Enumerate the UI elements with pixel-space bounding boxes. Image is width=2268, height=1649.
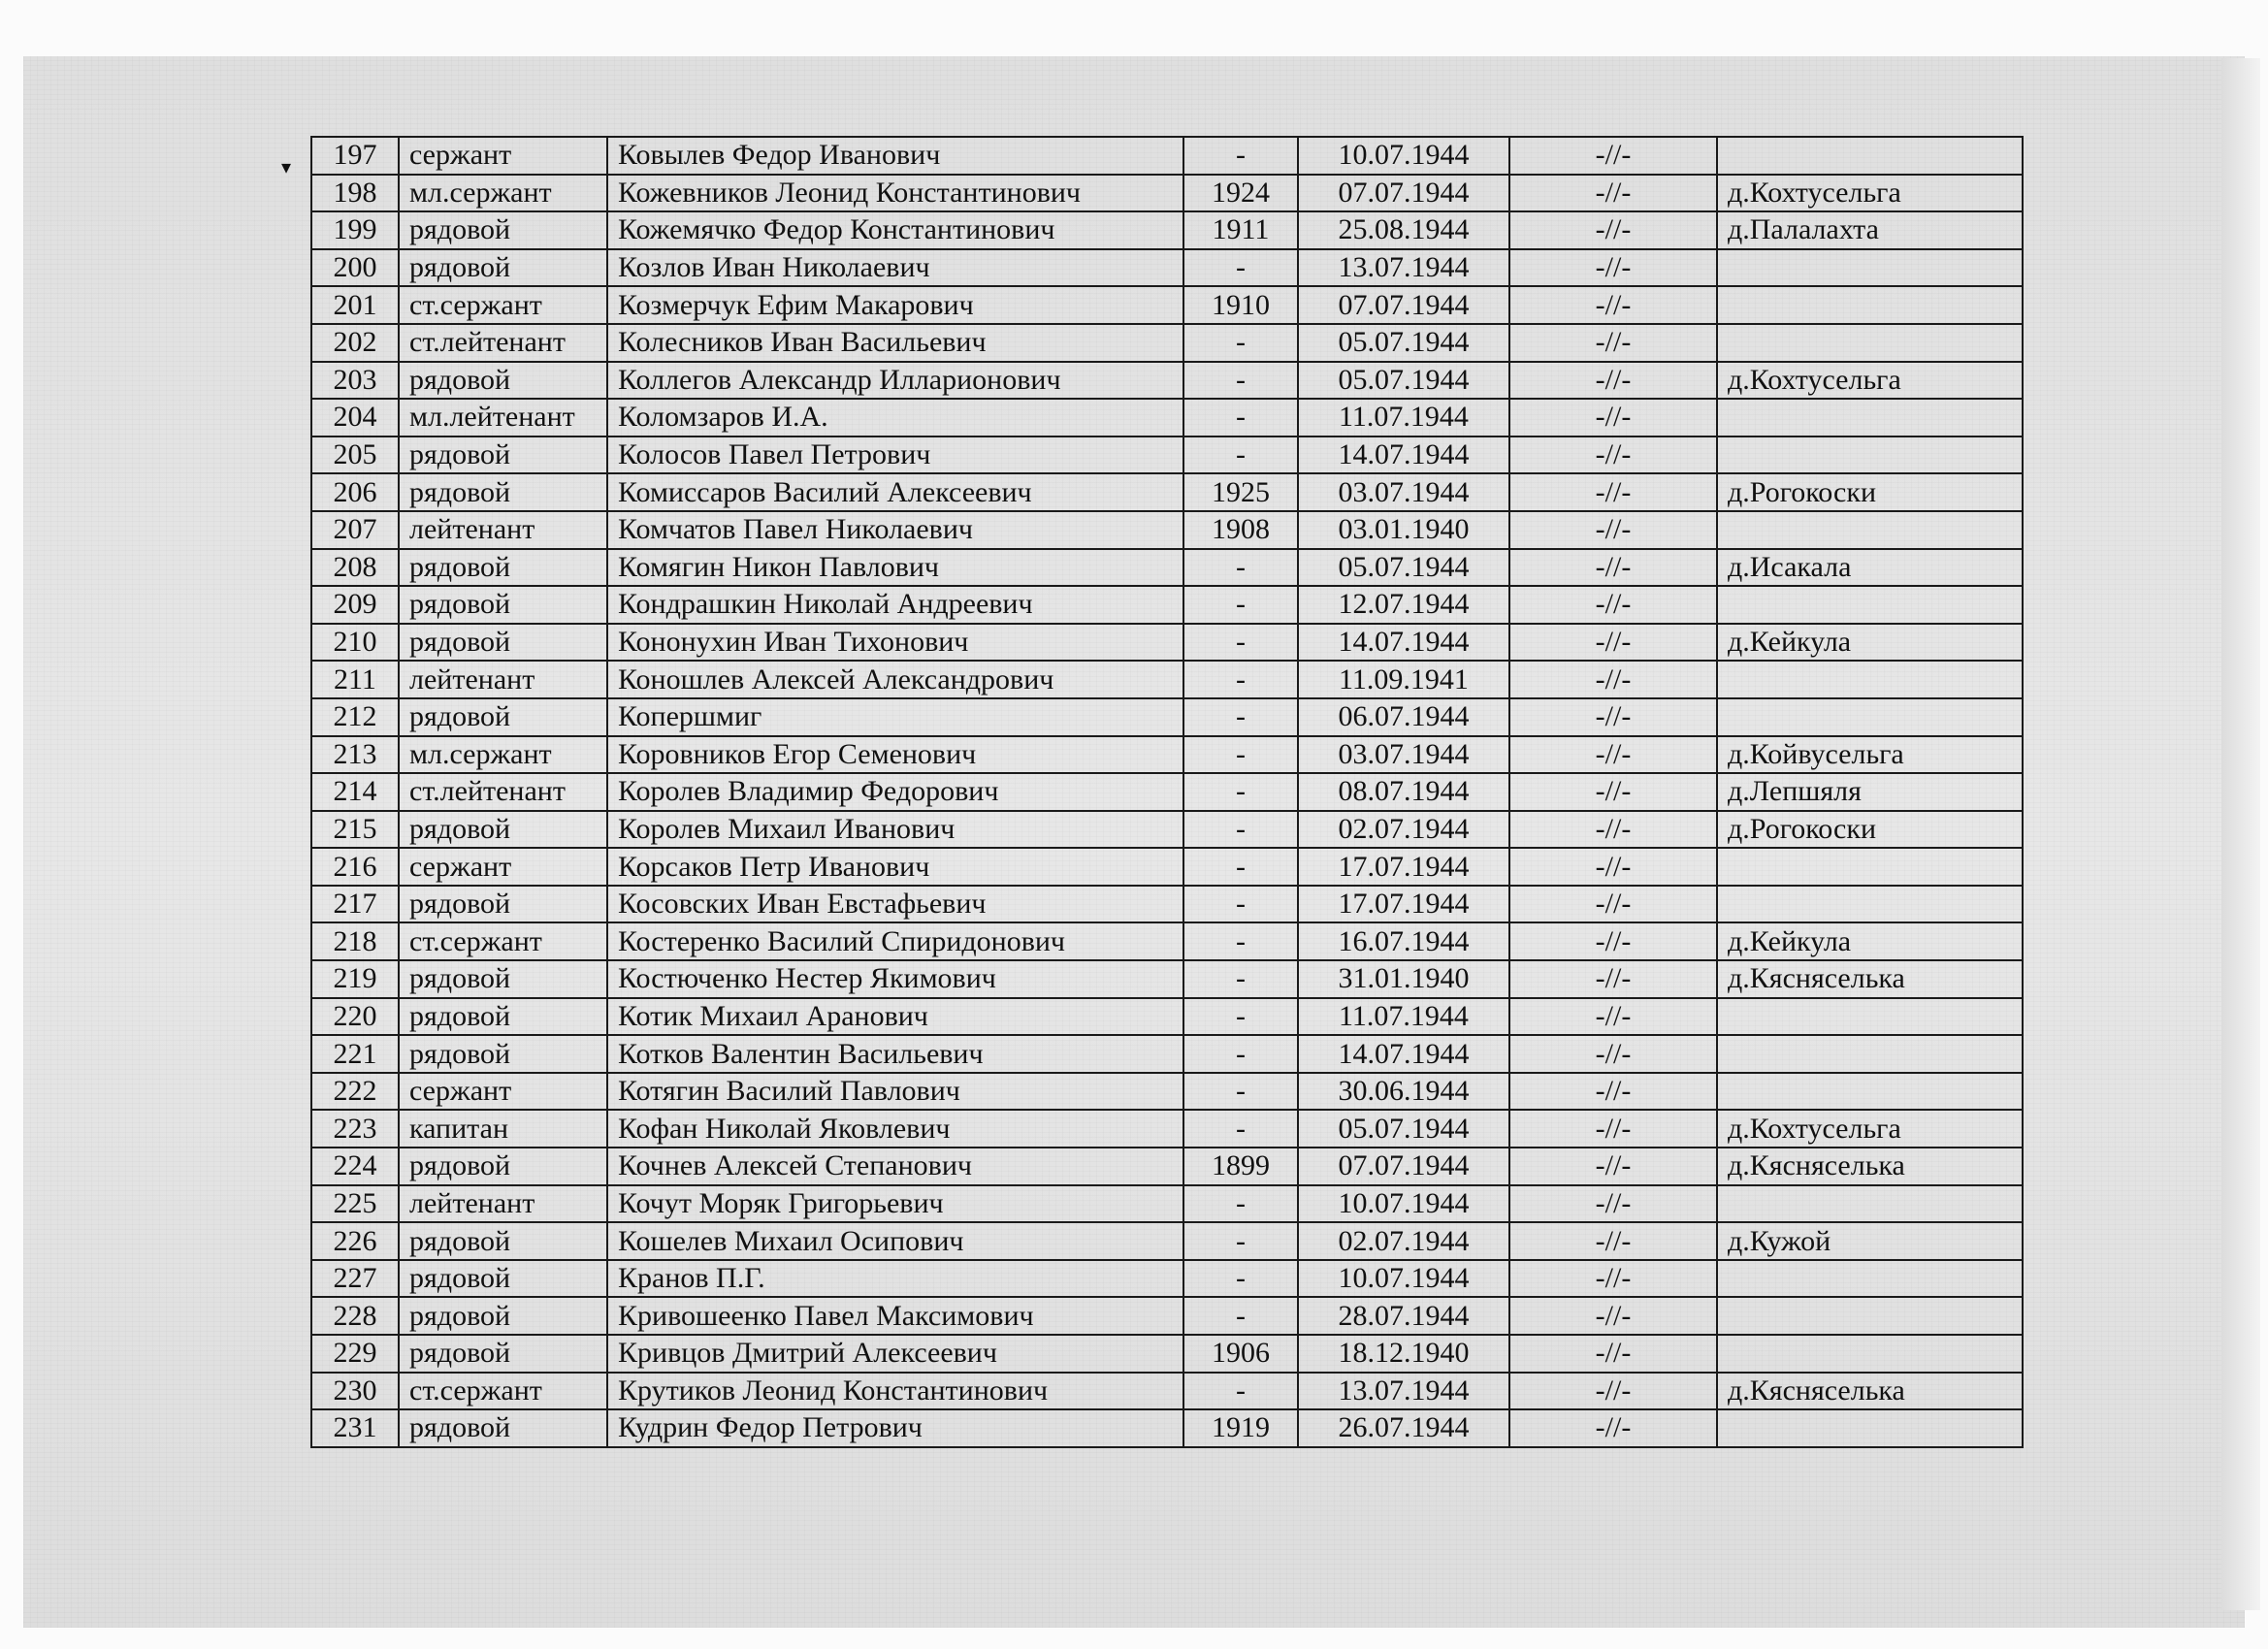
ditto-mark-cell: -//- (1509, 661, 1717, 698)
death-date-cell: 31.01.1940 (1298, 960, 1509, 998)
row-number-cell: 227 (311, 1260, 399, 1298)
military-rank-cell: лейтенант (399, 511, 607, 549)
table-row (311, 1297, 2023, 1335)
death-date-cell: 07.07.1944 (1298, 286, 1509, 324)
burial-place-cell (1717, 848, 2023, 886)
ditto-mark-cell: -//- (1509, 960, 1717, 998)
full-name-cell: Костюченко Нестер Якимович (607, 960, 1183, 998)
death-date-cell: 05.07.1944 (1298, 1110, 1509, 1148)
row-number-cell: 221 (311, 1035, 399, 1073)
burial-place-cell (1717, 286, 2023, 324)
row-number-cell: 198 (311, 175, 399, 212)
row-number-cell: 215 (311, 811, 399, 849)
military-rank-cell: рядовой (399, 998, 607, 1036)
full-name-cell: Коровников Егор Семенович (607, 736, 1183, 774)
table-row (311, 399, 2023, 436)
birth-year-cell: - (1183, 249, 1298, 287)
table-row (311, 137, 2023, 175)
ditto-mark-cell: -//- (1509, 848, 1717, 886)
death-date-cell: 03.07.1944 (1298, 736, 1509, 774)
military-rank-cell: лейтенант (399, 661, 607, 698)
death-date-cell: 17.07.1944 (1298, 848, 1509, 886)
table-row (311, 661, 2023, 698)
roster-body (311, 137, 2023, 1447)
military-rank-cell: мл.сержант (399, 736, 607, 774)
military-rank-cell: капитан (399, 1110, 607, 1148)
burial-place-cell: д.Исакала (1717, 549, 2023, 587)
ditto-mark-cell: -//- (1509, 1073, 1717, 1111)
ditto-mark-cell: -//- (1509, 1035, 1717, 1073)
table-row (311, 549, 2023, 587)
full-name-cell: Кривошеенко Павел Максимович (607, 1297, 1183, 1335)
military-rank-cell: сержант (399, 1073, 607, 1111)
burial-place-cell: д.Кохтусельга (1717, 1110, 2023, 1148)
burial-place-cell: д.Палалахта (1717, 211, 2023, 249)
military-rank-cell: рядовой (399, 549, 607, 587)
ditto-mark-cell: -//- (1509, 436, 1717, 474)
ditto-mark-cell: -//- (1509, 249, 1717, 287)
death-date-cell: 03.07.1944 (1298, 473, 1509, 511)
birth-year-cell: 1911 (1183, 211, 1298, 249)
full-name-cell: Кожевников Леонид Константинович (607, 175, 1183, 212)
row-number-cell: 207 (311, 511, 399, 549)
row-number-cell: 204 (311, 399, 399, 436)
death-date-cell: 11.07.1944 (1298, 399, 1509, 436)
full-name-cell: Комчатов Павел Николаевич (607, 511, 1183, 549)
death-date-cell: 18.12.1940 (1298, 1335, 1509, 1373)
table-row (311, 436, 2023, 474)
table-row (311, 1110, 2023, 1148)
ditto-mark-cell: -//- (1509, 624, 1717, 662)
birth-year-cell: - (1183, 661, 1298, 698)
birth-year-cell: - (1183, 886, 1298, 923)
death-date-cell: 11.07.1944 (1298, 998, 1509, 1036)
death-date-cell: 13.07.1944 (1298, 1373, 1509, 1410)
death-date-cell: 05.07.1944 (1298, 324, 1509, 362)
table-row (311, 1373, 2023, 1410)
row-number-cell: 213 (311, 736, 399, 774)
row-number-cell: 211 (311, 661, 399, 698)
death-date-cell: 14.07.1944 (1298, 1035, 1509, 1073)
burial-place-cell (1717, 249, 2023, 287)
table-row (311, 473, 2023, 511)
military-rank-cell: рядовой (399, 886, 607, 923)
full-name-cell: Кочнев Алексей Степанович (607, 1148, 1183, 1185)
birth-year-cell: - (1183, 549, 1298, 587)
birth-year-cell: - (1183, 1222, 1298, 1260)
death-date-cell: 26.07.1944 (1298, 1409, 1509, 1447)
military-rank-cell: ст.лейтенант (399, 773, 607, 811)
full-name-cell: Кондрашкин Николай Андреевич (607, 586, 1183, 624)
row-number-cell: 201 (311, 286, 399, 324)
death-date-cell: 17.07.1944 (1298, 886, 1509, 923)
military-rank-cell: лейтенант (399, 1185, 607, 1223)
burial-place-cell (1717, 399, 2023, 436)
birth-year-cell: - (1183, 1073, 1298, 1111)
row-number-cell: 228 (311, 1297, 399, 1335)
table-row (311, 211, 2023, 249)
row-number-cell: 230 (311, 1373, 399, 1410)
full-name-cell: Кудрин Федор Петрович (607, 1409, 1183, 1447)
burial-place-cell (1717, 886, 2023, 923)
military-rank-cell: рядовой (399, 473, 607, 511)
burial-place-cell (1717, 1297, 2023, 1335)
ditto-mark-cell: -//- (1509, 998, 1717, 1036)
birth-year-cell: - (1183, 811, 1298, 849)
burial-place-cell (1717, 1260, 2023, 1298)
row-number-cell: 218 (311, 922, 399, 960)
burial-place-cell (1717, 137, 2023, 175)
death-date-cell: 06.07.1944 (1298, 698, 1509, 736)
full-name-cell: Кошелев Михаил Осипович (607, 1222, 1183, 1260)
death-date-cell: 02.07.1944 (1298, 1222, 1509, 1260)
full-name-cell: Коллегов Александр Илларионович (607, 362, 1183, 400)
burial-place-cell (1717, 998, 2023, 1036)
row-number-cell: 224 (311, 1148, 399, 1185)
burial-place-cell: д.Кейкула (1717, 922, 2023, 960)
table-row (311, 1148, 2023, 1185)
full-name-cell: Ковылев Федор Иванович (607, 137, 1183, 175)
military-rank-cell: рядовой (399, 1260, 607, 1298)
table-row (311, 286, 2023, 324)
birth-year-cell: - (1183, 922, 1298, 960)
row-number-cell: 229 (311, 1335, 399, 1373)
ditto-mark-cell: -//- (1509, 1260, 1717, 1298)
burial-place-cell: д.Кужой (1717, 1222, 2023, 1260)
death-date-cell: 13.07.1944 (1298, 249, 1509, 287)
burial-place-cell (1717, 1035, 2023, 1073)
table-row (311, 1222, 2023, 1260)
military-rank-cell: рядовой (399, 960, 607, 998)
row-number-cell: 199 (311, 211, 399, 249)
table-row (311, 1035, 2023, 1073)
table-row (311, 848, 2023, 886)
row-number-cell: 197 (311, 137, 399, 175)
table-row (311, 324, 2023, 362)
full-name-cell: Комиссаров Василий Алексеевич (607, 473, 1183, 511)
full-name-cell: Королев Михаил Иванович (607, 811, 1183, 849)
birth-year-cell: - (1183, 736, 1298, 774)
death-date-cell: 05.07.1944 (1298, 549, 1509, 587)
death-date-cell: 07.07.1944 (1298, 175, 1509, 212)
burial-place-cell (1717, 661, 2023, 698)
row-number-cell: 205 (311, 436, 399, 474)
full-name-cell: Коношлев Алексей Александрович (607, 661, 1183, 698)
row-number-cell: 225 (311, 1185, 399, 1223)
row-number-cell: 216 (311, 848, 399, 886)
table-row (311, 586, 2023, 624)
row-number-cell: 203 (311, 362, 399, 400)
table-row (311, 1335, 2023, 1373)
table-row (311, 624, 2023, 662)
roster-table (310, 136, 2024, 1448)
military-rank-cell: ст.сержант (399, 286, 607, 324)
ditto-mark-cell: -//- (1509, 175, 1717, 212)
ditto-mark-cell: -//- (1509, 586, 1717, 624)
burial-place-cell: д.Кейкула (1717, 624, 2023, 662)
death-date-cell: 07.07.1944 (1298, 1148, 1509, 1185)
full-name-cell: Крутиков Леонид Константинович (607, 1373, 1183, 1410)
birth-year-cell: - (1183, 960, 1298, 998)
full-name-cell: Кранов П.Г. (607, 1260, 1183, 1298)
birth-year-cell: - (1183, 324, 1298, 362)
table-row (311, 922, 2023, 960)
table-row (311, 1409, 2023, 1447)
birth-year-cell: - (1183, 624, 1298, 662)
death-date-cell: 05.07.1944 (1298, 362, 1509, 400)
ditto-mark-cell: -//- (1509, 211, 1717, 249)
death-date-cell: 30.06.1944 (1298, 1073, 1509, 1111)
burial-place-cell: д.Кясняселька (1717, 960, 2023, 998)
birth-year-cell: - (1183, 1260, 1298, 1298)
row-number-cell: 226 (311, 1222, 399, 1260)
birth-year-cell: - (1183, 773, 1298, 811)
death-date-cell: 12.07.1944 (1298, 586, 1509, 624)
birth-year-cell: 1925 (1183, 473, 1298, 511)
table-row (311, 249, 2023, 287)
row-number-cell: 210 (311, 624, 399, 662)
table-row (311, 362, 2023, 400)
full-name-cell: Колесников Иван Васильевич (607, 324, 1183, 362)
military-rank-cell: ст.сержант (399, 922, 607, 960)
ditto-mark-cell: -//- (1509, 1222, 1717, 1260)
death-date-cell: 02.07.1944 (1298, 811, 1509, 849)
military-rank-cell: рядовой (399, 211, 607, 249)
ditto-mark-cell: -//- (1509, 549, 1717, 587)
table-row (311, 998, 2023, 1036)
row-number-cell: 208 (311, 549, 399, 587)
military-rank-cell: рядовой (399, 1222, 607, 1260)
birth-year-cell: - (1183, 998, 1298, 1036)
margin-mark-icon: ▾ (281, 155, 292, 178)
ditto-mark-cell: -//- (1509, 1373, 1717, 1410)
death-date-cell: 10.07.1944 (1298, 137, 1509, 175)
burial-place-cell (1717, 586, 2023, 624)
full-name-cell: Козлов Иван Николаевич (607, 249, 1183, 287)
ditto-mark-cell: -//- (1509, 1148, 1717, 1185)
row-number-cell: 220 (311, 998, 399, 1036)
burial-place-cell: д.Кясняселька (1717, 1148, 2023, 1185)
birth-year-cell: 1906 (1183, 1335, 1298, 1373)
paper-edge-shadow (2221, 58, 2260, 1610)
row-number-cell: 212 (311, 698, 399, 736)
death-date-cell: 10.07.1944 (1298, 1260, 1509, 1298)
ditto-mark-cell: -//- (1509, 1110, 1717, 1148)
ditto-mark-cell: -//- (1509, 1409, 1717, 1447)
birth-year-cell: 1910 (1183, 286, 1298, 324)
birth-year-cell: - (1183, 1035, 1298, 1073)
ditto-mark-cell: -//- (1509, 1335, 1717, 1373)
birth-year-cell: 1899 (1183, 1148, 1298, 1185)
full-name-cell: Котик Михаил Аранович (607, 998, 1183, 1036)
ditto-mark-cell: -//- (1509, 1185, 1717, 1223)
ditto-mark-cell: -//- (1509, 773, 1717, 811)
ditto-mark-cell: -//- (1509, 922, 1717, 960)
military-rank-cell: рядовой (399, 249, 607, 287)
row-number-cell: 206 (311, 473, 399, 511)
military-rank-cell: ст.лейтенант (399, 324, 607, 362)
birth-year-cell: 1924 (1183, 175, 1298, 212)
death-date-cell: 28.07.1944 (1298, 1297, 1509, 1335)
military-rank-cell: рядовой (399, 1035, 607, 1073)
death-date-cell: 10.07.1944 (1298, 1185, 1509, 1223)
military-rank-cell: рядовой (399, 1297, 607, 1335)
table-row (311, 736, 2023, 774)
military-rank-cell: рядовой (399, 436, 607, 474)
death-date-cell: 16.07.1944 (1298, 922, 1509, 960)
burial-place-cell (1717, 1335, 2023, 1373)
full-name-cell: Королев Владимир Федорович (607, 773, 1183, 811)
death-date-cell: 14.07.1944 (1298, 624, 1509, 662)
burial-place-cell (1717, 698, 2023, 736)
burial-place-cell: д.Кохтусельга (1717, 175, 2023, 212)
full-name-cell: Копершмиг (607, 698, 1183, 736)
ditto-mark-cell: -//- (1509, 324, 1717, 362)
burial-place-cell (1717, 511, 2023, 549)
ditto-mark-cell: -//- (1509, 137, 1717, 175)
row-number-cell: 231 (311, 1409, 399, 1447)
table-row (311, 511, 2023, 549)
full-name-cell: Кофан Николай Яковлевич (607, 1110, 1183, 1148)
full-name-cell: Кожемячко Федор Константинович (607, 211, 1183, 249)
row-number-cell: 219 (311, 960, 399, 998)
death-date-cell: 25.08.1944 (1298, 211, 1509, 249)
row-number-cell: 214 (311, 773, 399, 811)
burial-place-cell: д.Рогокоски (1717, 811, 2023, 849)
ditto-mark-cell: -//- (1509, 811, 1717, 849)
row-number-cell: 223 (311, 1110, 399, 1148)
burial-place-cell (1717, 436, 2023, 474)
row-number-cell: 217 (311, 886, 399, 923)
military-rank-cell: рядовой (399, 698, 607, 736)
burial-place-cell (1717, 1409, 2023, 1447)
burial-place-cell: д.Рогокоски (1717, 473, 2023, 511)
ditto-mark-cell: -//- (1509, 362, 1717, 400)
burial-place-cell (1717, 324, 2023, 362)
death-date-cell: 03.01.1940 (1298, 511, 1509, 549)
ditto-mark-cell: -//- (1509, 736, 1717, 774)
birth-year-cell: - (1183, 586, 1298, 624)
full-name-cell: Котков Валентин Васильевич (607, 1035, 1183, 1073)
full-name-cell: Кочут Моряк Григорьевич (607, 1185, 1183, 1223)
full-name-cell: Комягин Никон Павлович (607, 549, 1183, 587)
table-row (311, 811, 2023, 849)
ditto-mark-cell: -//- (1509, 1297, 1717, 1335)
military-rank-cell: рядовой (399, 811, 607, 849)
military-rank-cell: рядовой (399, 362, 607, 400)
birth-year-cell: - (1183, 436, 1298, 474)
burial-place-cell (1717, 1185, 2023, 1223)
table-row (311, 698, 2023, 736)
birth-year-cell: 1908 (1183, 511, 1298, 549)
full-name-cell: Косовских Иван Евстафьевич (607, 886, 1183, 923)
burial-place-cell: д.Кохтусельга (1717, 362, 2023, 400)
ditto-mark-cell: -//- (1509, 399, 1717, 436)
row-number-cell: 209 (311, 586, 399, 624)
ditto-mark-cell: -//- (1509, 511, 1717, 549)
full-name-cell: Корсаков Петр Иванович (607, 848, 1183, 886)
ditto-mark-cell: -//- (1509, 698, 1717, 736)
burial-place-cell (1717, 1073, 2023, 1111)
ditto-mark-cell: -//- (1509, 473, 1717, 511)
burial-place-cell: д.Койвусельга (1717, 736, 2023, 774)
table-row (311, 175, 2023, 212)
table-row (311, 1073, 2023, 1111)
full-name-cell: Костеренко Василий Спиридонович (607, 922, 1183, 960)
military-rank-cell: ст.сержант (399, 1373, 607, 1410)
military-rank-cell: мл.лейтенант (399, 399, 607, 436)
military-rank-cell: рядовой (399, 1148, 607, 1185)
birth-year-cell: - (1183, 1185, 1298, 1223)
death-date-cell: 14.07.1944 (1298, 436, 1509, 474)
military-rank-cell: рядовой (399, 1409, 607, 1447)
full-name-cell: Коломзаров И.А. (607, 399, 1183, 436)
military-rank-cell: рядовой (399, 586, 607, 624)
birth-year-cell: - (1183, 362, 1298, 400)
birth-year-cell: - (1183, 848, 1298, 886)
military-rank-cell: сержант (399, 848, 607, 886)
birth-year-cell: - (1183, 1373, 1298, 1410)
full-name-cell: Кононухин Иван Тихонович (607, 624, 1183, 662)
table-row (311, 1260, 2023, 1298)
row-number-cell: 200 (311, 249, 399, 287)
burial-place-cell: д.Кясняселька (1717, 1373, 2023, 1410)
military-rank-cell: рядовой (399, 1335, 607, 1373)
death-date-cell: 11.09.1941 (1298, 661, 1509, 698)
table-row (311, 960, 2023, 998)
row-number-cell: 222 (311, 1073, 399, 1111)
military-rank-cell: рядовой (399, 624, 607, 662)
birth-year-cell: - (1183, 399, 1298, 436)
birth-year-cell: 1919 (1183, 1409, 1298, 1447)
military-rank-cell: сержант (399, 137, 607, 175)
birth-year-cell: - (1183, 137, 1298, 175)
full-name-cell: Котягин Василий Павлович (607, 1073, 1183, 1111)
military-rank-cell: мл.сержант (399, 175, 607, 212)
birth-year-cell: - (1183, 1110, 1298, 1148)
row-number-cell: 202 (311, 324, 399, 362)
ditto-mark-cell: -//- (1509, 886, 1717, 923)
birth-year-cell: - (1183, 698, 1298, 736)
table-row (311, 1185, 2023, 1223)
full-name-cell: Кривцов Дмитрий Алексеевич (607, 1335, 1183, 1373)
table-row (311, 886, 2023, 923)
burial-place-cell: д.Лепшяля (1717, 773, 2023, 811)
birth-year-cell: - (1183, 1297, 1298, 1335)
full-name-cell: Козмерчук Ефим Макарович (607, 286, 1183, 324)
table-row (311, 773, 2023, 811)
full-name-cell: Колосов Павел Петрович (607, 436, 1183, 474)
death-date-cell: 08.07.1944 (1298, 773, 1509, 811)
ditto-mark-cell: -//- (1509, 286, 1717, 324)
